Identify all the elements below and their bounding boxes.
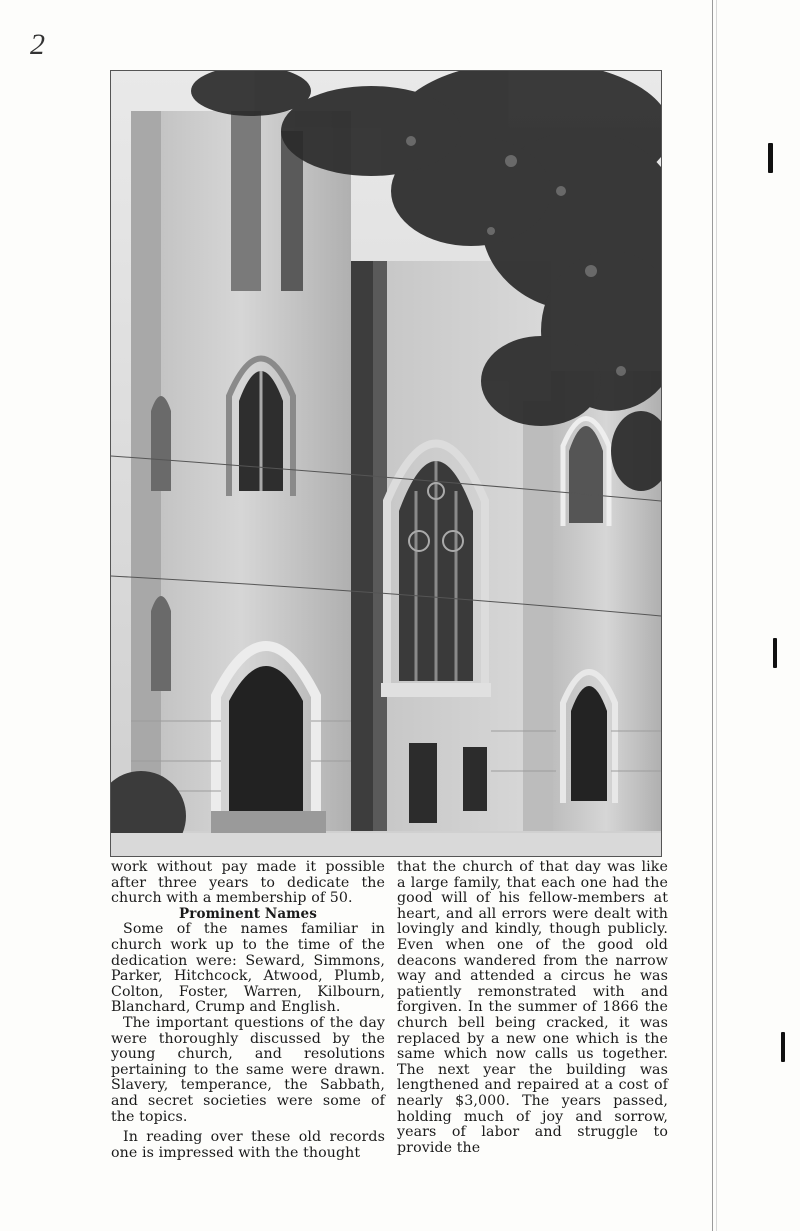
edge-mark-top: [768, 143, 773, 173]
page-margin-line: [712, 0, 713, 1231]
article-column-left: [111, 860, 385, 1161]
edge-mark-bottom: [781, 1032, 785, 1062]
article-column-right: [397, 860, 668, 1156]
page-margin-line-shadow: [716, 0, 717, 1231]
article-paragraph: that the church of that day was like a large family, that each one had the good will of his fellow-members at heart, and all errors were dealt with lovingly and kindly, though publicly. Even when one of the good old deacons wandered from the narrow way and attended a circus he was patiently remonstrated with and forgiven. In the summer of 1866 the church bell being cracked, it was replaced by a new one which is the same which now calls us together. The next year the building was lengthened and repaired at a cost of nearly $3,000. The years passed, holding much of joy and sorrow, years of labor and struggle to provide the: [397, 859, 668, 1156]
page-number: 2: [30, 28, 45, 61]
church-photo: [110, 70, 662, 857]
article-paragraph: The important questions of the day were thoroughly discussed by the young church, and resolutions pertaining to the same were drawn. Slavery, temperance, the Sabbath, and secret societies were some of the topics.: [111, 1014, 385, 1125]
article-paragraph: In reading over these old records one is impressed with the thought: [111, 1129, 385, 1161]
right-doorway: [571, 686, 607, 801]
article-paragraph: work without pay made it possible after three years to dedicate the church with a membership of 50.: [111, 859, 385, 907]
edge-mark-middle: [773, 638, 777, 668]
left-doorway: [229, 666, 303, 811]
article-paragraph: Some of the names familiar in church work up to the time of the dedication were: Seward, Simmons, Parker, Hitchcock, Atwood, Plumb, Colton, Foster, Warren, Kilbourn, Blanchard, Crump and English.: [111, 921, 385, 1016]
section-subheading: Prominent Names: [179, 905, 317, 922]
